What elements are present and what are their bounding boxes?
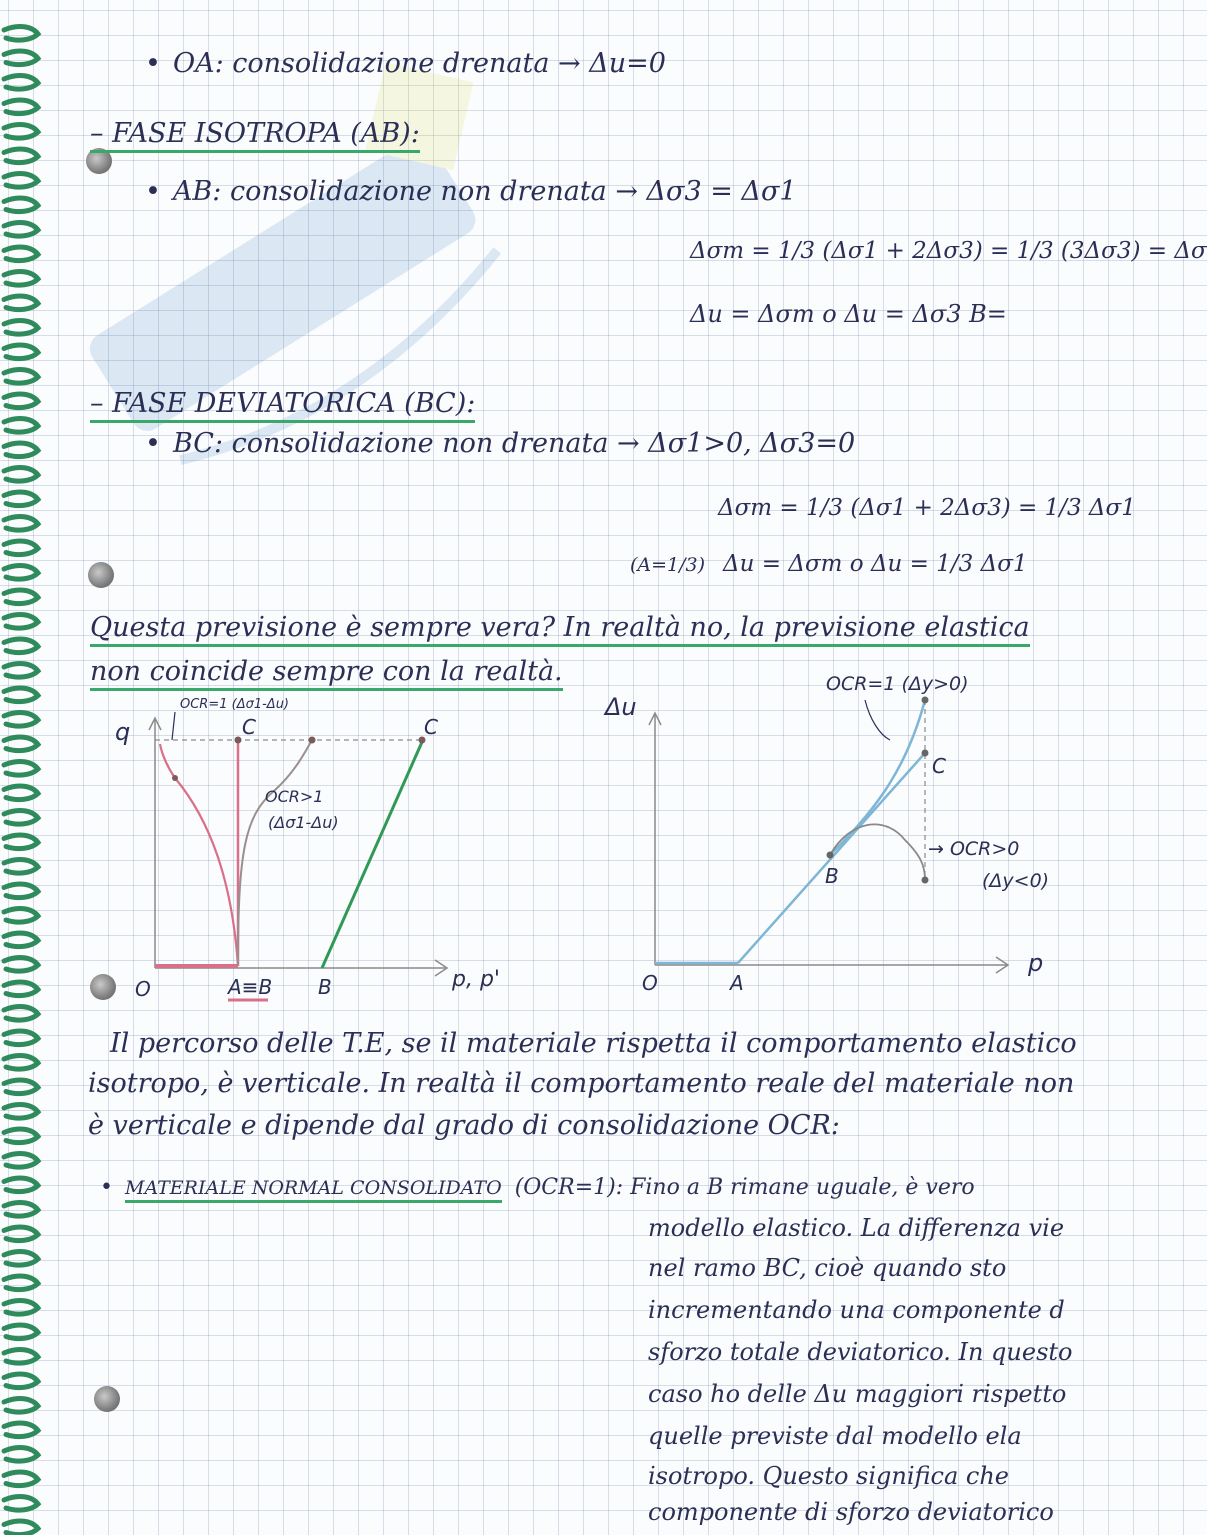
spiral-ring xyxy=(4,590,38,604)
question-text-2: non coincide sempre con la realtà. xyxy=(90,656,563,691)
spiral-ring xyxy=(4,713,38,727)
point-top xyxy=(922,697,929,704)
y-axis-label: q xyxy=(115,718,131,746)
spiral-ring xyxy=(4,982,38,996)
bullet-normal-consolidated xyxy=(100,1172,975,1204)
spiral-ring xyxy=(4,468,38,482)
spiral-ring xyxy=(4,786,38,800)
path-ocr1-curve xyxy=(830,700,925,855)
point-c xyxy=(922,750,929,757)
question-line-2 xyxy=(90,656,563,688)
line-text: (OCR=1): Fino a B rimane uguale, è vero xyxy=(514,1175,975,1200)
bullet: • xyxy=(145,428,161,459)
spiral-ring xyxy=(4,1129,38,1143)
line-ab-undrained xyxy=(145,176,797,208)
spiral-ring xyxy=(4,370,38,384)
paragraph-line-5: nel ramo BC, cioè quando sto xyxy=(648,1254,1007,1282)
spiral-ring xyxy=(4,1276,38,1290)
curve-ocr-gt1-sublabel: (Δσ1-Δu) xyxy=(268,813,339,832)
curve-ocr-gt1-label: OCR>1 xyxy=(265,787,324,806)
spiral-ring xyxy=(4,1448,38,1462)
spiral-ring xyxy=(4,639,38,653)
bullet: • xyxy=(145,48,161,79)
spiral-ring xyxy=(4,1178,38,1192)
bullet: • xyxy=(100,1175,113,1200)
spiral-ring xyxy=(4,1252,38,1266)
paragraph-line-4: modello elastico. La differenza vie xyxy=(648,1214,1065,1242)
spiral-ring xyxy=(4,247,38,261)
line-oa-drained xyxy=(145,48,666,80)
spiral-ring xyxy=(4,51,38,65)
spiral-ring xyxy=(4,1301,38,1315)
spiral-ring xyxy=(4,1497,38,1511)
formula-delta-u-ab: Δu = Δσm o Δu = Δσ3 B= xyxy=(690,300,1007,328)
paragraph-line-6: incrementando una componente d xyxy=(648,1296,1065,1324)
spiral-ring xyxy=(4,958,38,972)
spiral-ring xyxy=(4,223,38,237)
paragraph-line-10: isotropo. Questo significa che xyxy=(648,1462,1010,1490)
spiral-ring xyxy=(4,272,38,286)
term-normal-consolidated: MATERIALE NORMAL CONSOLIDATO xyxy=(125,1177,502,1203)
spiral-ring xyxy=(4,933,38,947)
paragraph-line-11: componente di sforzo deviatorico xyxy=(648,1498,1054,1526)
paragraph-line-2: isotropo, è verticale. In realtà il comportamento reale del materiale non xyxy=(88,1068,1075,1099)
curve-ocr1-pointer xyxy=(172,712,175,740)
point-ocr-top xyxy=(309,737,316,744)
heading-deviatoric-phase xyxy=(90,388,475,420)
spiral-ring xyxy=(4,566,38,580)
line-text: BC: consolidazione non drenata → Δσ1>0, Δσ3=0 xyxy=(172,428,856,459)
spiral-ring xyxy=(4,517,38,531)
spiral-ring xyxy=(4,100,38,114)
x-axis-label: p xyxy=(1028,949,1044,977)
spiral-ring xyxy=(4,1007,38,1021)
spiral-ring xyxy=(4,1325,38,1339)
spiral-ring xyxy=(4,125,38,139)
path-elastic-green xyxy=(322,742,422,968)
spiral-ring xyxy=(4,198,38,212)
heading-isotropic-phase xyxy=(90,118,420,150)
spiral-ring xyxy=(4,664,38,678)
paragraph-line-7: sforzo totale deviatorico. In questo xyxy=(648,1338,1073,1366)
origin-label: O xyxy=(135,977,151,1001)
curve-ocr1-label: OCR=1 (Δσ1-Δu) xyxy=(180,697,290,712)
paragraph-line-9: quelle previste dal modello ela xyxy=(648,1422,1022,1450)
heading-text: – FASE DEVIATORICA (BC): xyxy=(90,388,475,423)
line-bc-undrained xyxy=(145,428,855,460)
spiral-ring xyxy=(4,321,38,335)
spiral-ring xyxy=(4,737,38,751)
question-line xyxy=(90,612,1030,644)
paragraph-line-3: è verticale e dipende dal grado di consolidazione OCR: xyxy=(88,1110,840,1141)
spiral-ring xyxy=(4,1227,38,1241)
spiral-ring xyxy=(4,688,38,702)
point-b xyxy=(827,852,834,859)
watermark-logo xyxy=(20,20,540,540)
heading-text: – FASE ISOTROPA (AB): xyxy=(90,118,420,153)
spiral-ring xyxy=(4,345,38,359)
path-ocr-curve-down xyxy=(830,824,925,880)
spiral-ring xyxy=(4,149,38,163)
point-a-label: A xyxy=(730,971,744,995)
question-text: Questa previsione è sempre vera? In realtà no, la previsione elastica xyxy=(90,612,1030,647)
diagram-q-p xyxy=(100,690,520,1010)
spiral-ring xyxy=(4,443,38,457)
spiral-ring xyxy=(4,1399,38,1413)
spiral-ring xyxy=(4,1350,38,1364)
spiral-ring xyxy=(4,1080,38,1094)
punch-hole xyxy=(88,562,114,588)
paragraph-line-8: caso ho delle Δu maggiori rispetto xyxy=(648,1380,1067,1408)
spiral-ring xyxy=(4,1105,38,1119)
point-bottom xyxy=(922,877,929,884)
label-ocr1-top: OCR=1 (Δy>0) xyxy=(826,673,969,695)
bullet: • xyxy=(145,176,161,207)
spiral-ring xyxy=(4,909,38,923)
spiral-ring xyxy=(4,1154,38,1168)
diagram-du-p xyxy=(580,665,1080,1005)
formula-delta-sigma-m-bc: Δσm = 1/3 (Δσ1 + 2Δσ3) = 1/3 Δσ1 xyxy=(718,495,1136,521)
point-c-label: C xyxy=(932,754,946,778)
skempton-a-label: (A=1/3) xyxy=(630,554,706,576)
label-ocr-bottom: → OCR>0 xyxy=(928,838,1020,860)
point-ab-label: A≡B xyxy=(228,975,273,999)
spiral-ring xyxy=(4,884,38,898)
formula-delta-u-bc xyxy=(630,548,1028,581)
formula-text: Δu = Δσm o Δu = 1/3 Δσ1 xyxy=(723,551,1028,577)
spiral-ring xyxy=(4,1203,38,1217)
point-b-label: B xyxy=(318,975,332,999)
spiral-ring xyxy=(4,1031,38,1045)
punch-hole xyxy=(94,1386,120,1412)
y-axis-label: Δu xyxy=(605,693,637,721)
label-ocr-bottom-sub: (Δy<0) xyxy=(982,870,1050,892)
spiral-ring xyxy=(4,76,38,90)
line-text: AB: consolidazione non drenata → Δσ3 = Δσ1 xyxy=(172,176,797,207)
spiral-binding xyxy=(0,0,44,1535)
line-text: OA: consolidazione drenata → Δu=0 xyxy=(172,48,666,79)
spiral-ring xyxy=(4,541,38,555)
spiral-ring xyxy=(4,835,38,849)
spiral-ring xyxy=(4,1472,38,1486)
spiral-ring xyxy=(4,492,38,506)
point-c1 xyxy=(235,737,242,744)
spiral-ring xyxy=(4,860,38,874)
spiral-ring xyxy=(4,1423,38,1437)
point-b-label: B xyxy=(825,864,839,888)
path-ocr1-curve xyxy=(160,744,238,966)
point-c2-label: C xyxy=(424,715,438,739)
spiral-ring xyxy=(4,174,38,188)
spiral-ring xyxy=(4,762,38,776)
spiral-ring xyxy=(4,296,38,310)
spiral-ring xyxy=(4,419,38,433)
paragraph-line-1: Il percorso delle T.E, se il materiale rispetta il comportamento elastico xyxy=(110,1028,1077,1059)
spiral-ring xyxy=(4,811,38,825)
spiral-ring xyxy=(4,1521,38,1535)
spiral-ring xyxy=(4,1374,38,1388)
origin-label: O xyxy=(642,971,658,995)
formula-delta-sigma-m-ab: Δσm = 1/3 (Δσ1 + 2Δσ3) = 1/3 (3Δσ3) = Δσ xyxy=(690,238,1207,264)
spiral-ring xyxy=(4,615,38,629)
point-ocr1-top xyxy=(172,775,178,781)
x-axis-label: p, p' xyxy=(452,967,500,992)
pointer-ocr1 xyxy=(865,700,890,740)
spiral-ring xyxy=(4,27,38,41)
path-ocr-gt1-curve xyxy=(238,740,312,966)
spiral-ring xyxy=(4,394,38,408)
point-c1-label: C xyxy=(242,715,256,739)
spiral-ring xyxy=(4,1056,38,1070)
